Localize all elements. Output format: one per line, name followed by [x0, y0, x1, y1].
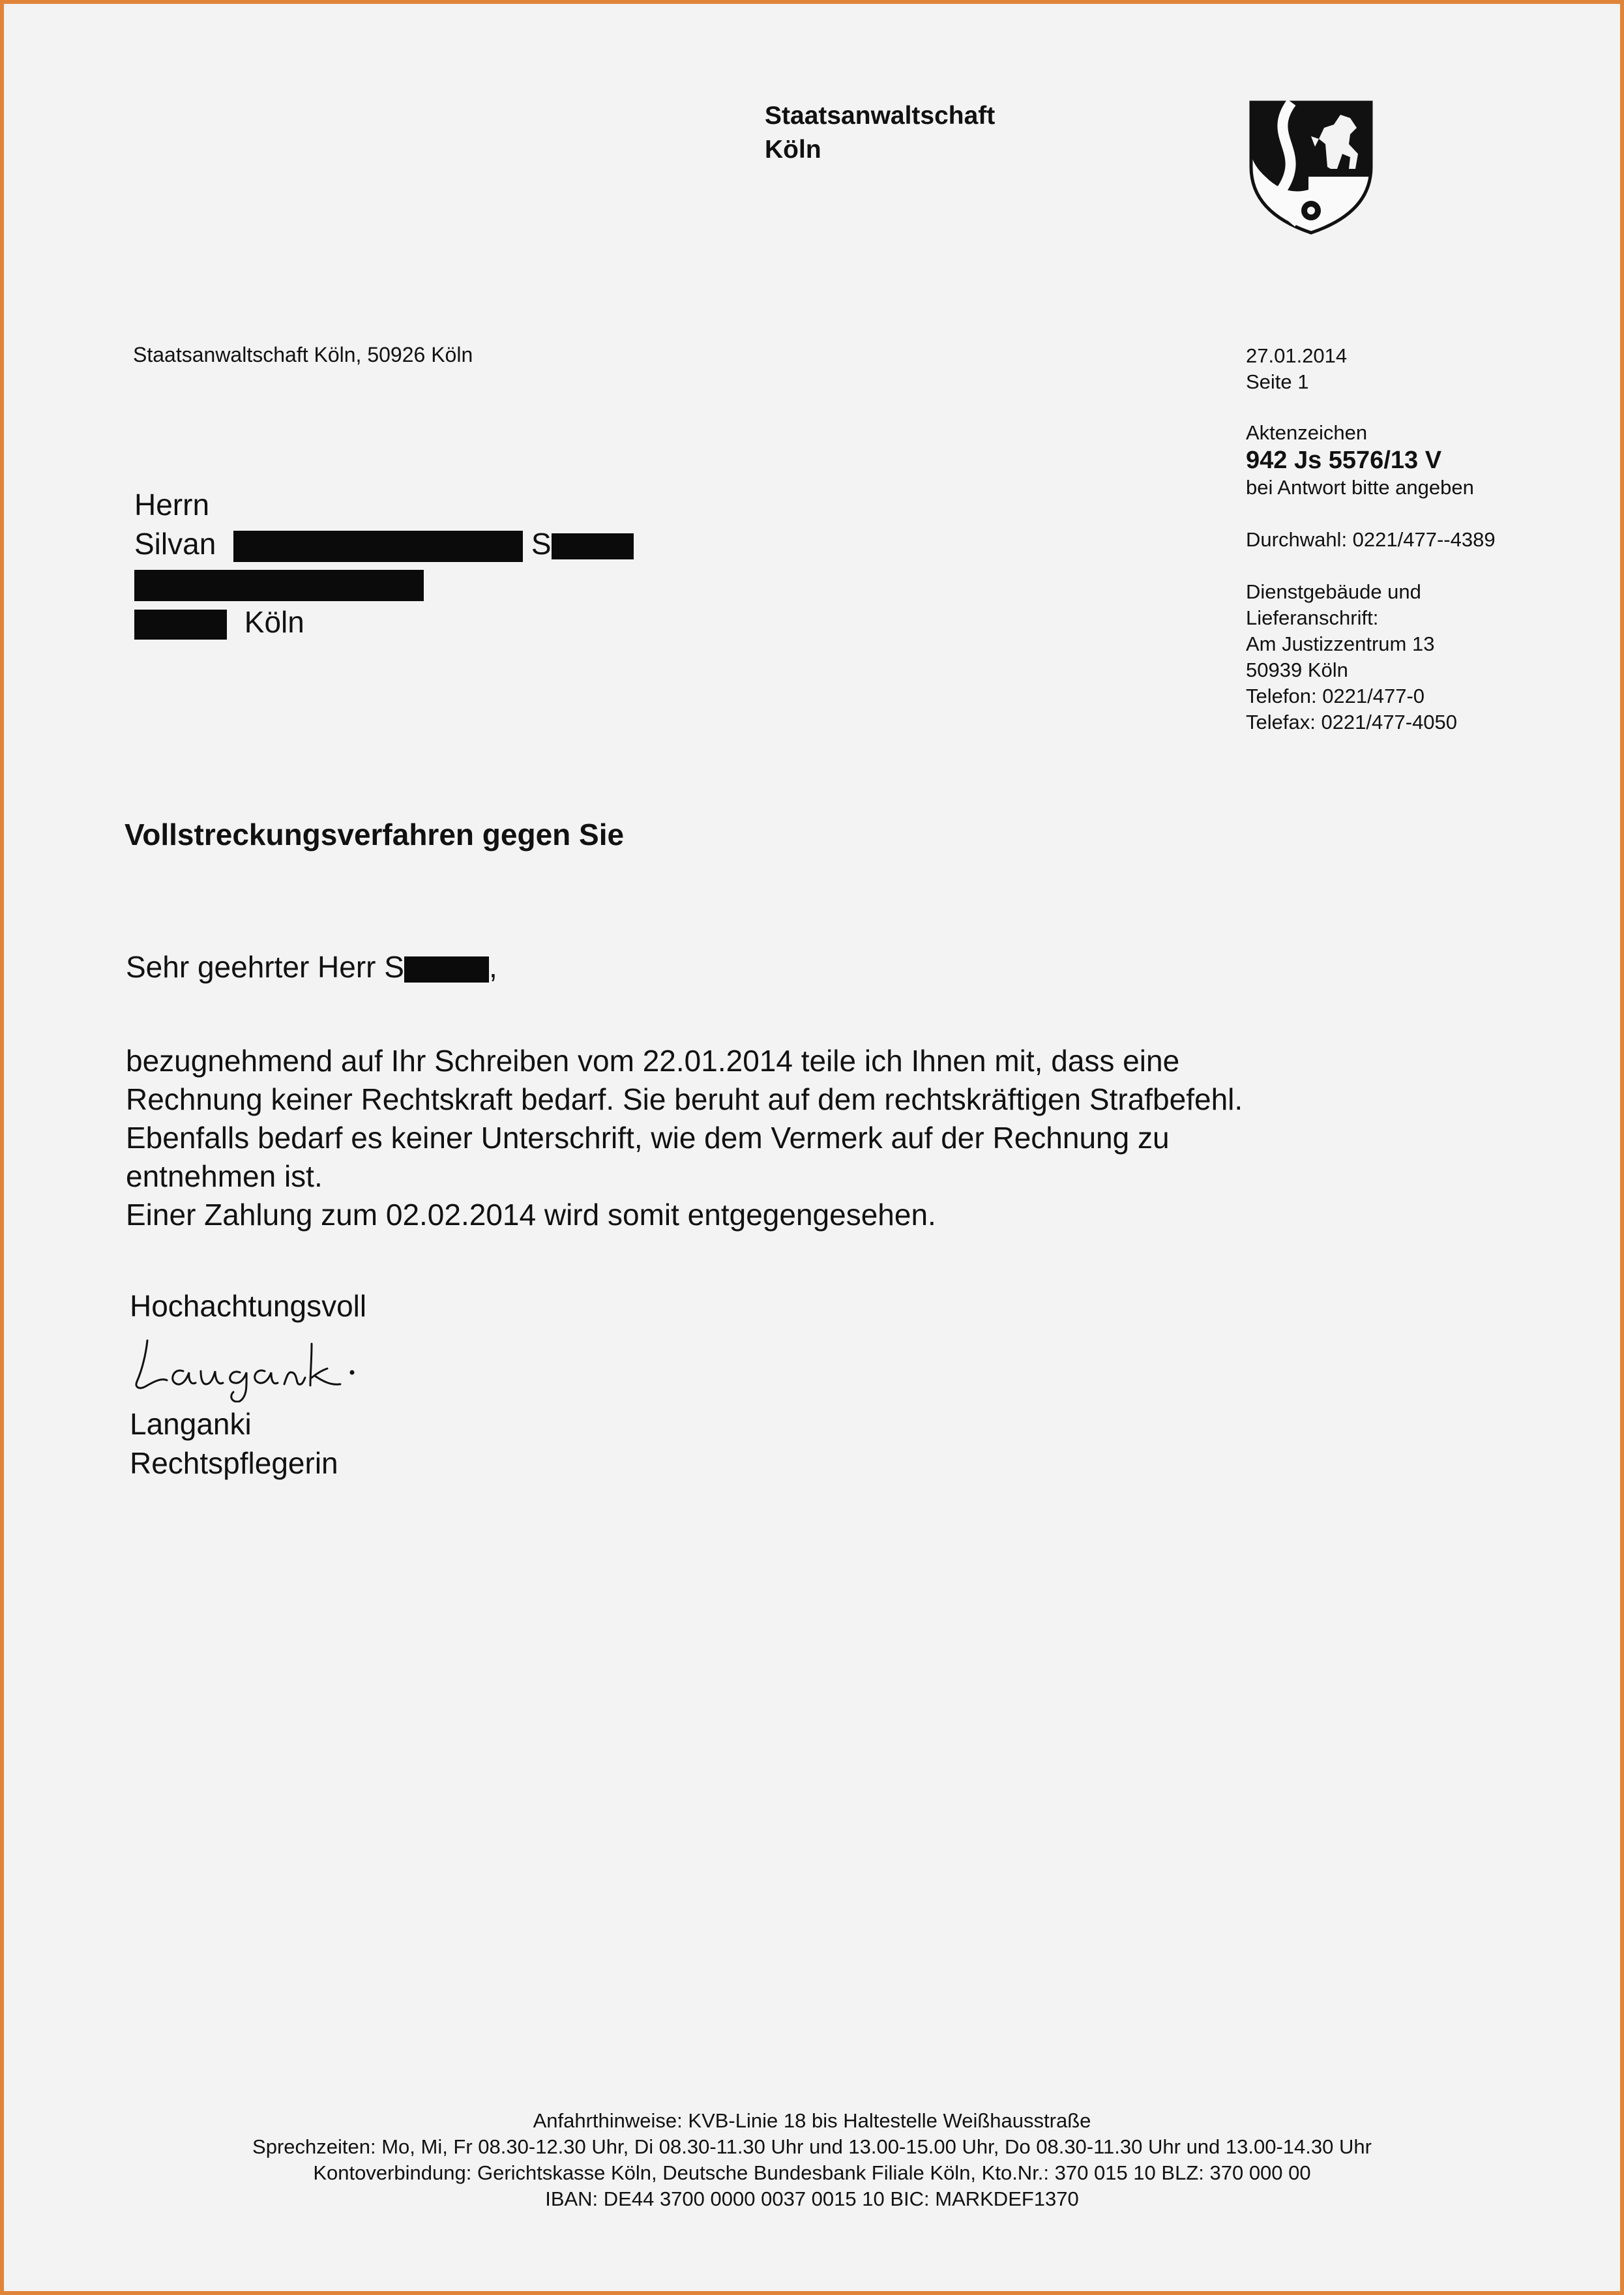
body-line: Einer Zahlung zum 02.02.2014 wird somit entgegengesehen.: [126, 1198, 936, 1232]
greeting: Sehr geehrter Herr S ,: [126, 950, 497, 984]
recipient-name-line: [134, 524, 634, 563]
redaction-bar: [134, 610, 227, 640]
reference-label: Aktenzeichen: [1246, 421, 1368, 444]
letter-date: 27.01.2014: [1246, 344, 1348, 367]
signer-title: Rechtspflegerin: [130, 1446, 338, 1480]
signer-name: Langanki: [130, 1407, 252, 1441]
phone-number: Telefon: 0221/477-0: [1246, 685, 1425, 707]
nrw-coat-of-arms-icon: [1246, 98, 1376, 235]
reference-note: bei Antwort bitte angeben: [1246, 476, 1474, 499]
recipient-salutation: Herrn: [134, 488, 210, 522]
signer-block: [130, 1404, 338, 1483]
recipient-address: [134, 485, 634, 642]
letter-meta: [1246, 343, 1496, 735]
footer-iban: IBAN: DE44 3700 0000 0037 0015 10 BIC: MARKDEF1370: [545, 2187, 1079, 2210]
body-line: bezugnehmend auf Ihr Schreiben vom 22.01.2014 teile ich Ihnen mit, dass eine: [126, 1044, 1180, 1078]
redaction-bar: [404, 956, 489, 983]
footer-bank-account: Kontoverbindung: Gerichtskasse Köln, Deutsche Bundesbank Filiale Köln, Kto.Nr.: 370 015 10 BLZ: 370 000 00: [313, 2161, 1311, 2184]
footer-office-hours: Sprechzeiten: Mo, Mi, Fr 08.30-12.30 Uhr, Di 08.30-11.30 Uhr und 13.00-15.00 Uhr, Do 08.30-11.30 Uhr und 13.00-14.30 Uhr: [252, 2135, 1372, 2158]
recipient-city-line: [134, 602, 634, 642]
redaction-bar: [134, 570, 424, 601]
street-address: Am Justizzentrum 13: [1246, 632, 1435, 655]
footer-directions: Anfahrthinweise: KVB-Linie 18 bis Haltestelle Weißhausstraße: [533, 2109, 1091, 2132]
fax-number: Telefax: 0221/477-4050: [1246, 711, 1458, 733]
reference-number: 942 Js 5576/13 V: [1246, 447, 1442, 474]
recipient-surname-initial: S: [531, 527, 552, 561]
letter-subject: Vollstreckungsverfahren gegen Sie: [125, 818, 625, 851]
delivery-label: Lieferanschrift:: [1246, 606, 1379, 629]
recipient-city: Köln: [244, 605, 304, 639]
letter-page: [4, 4, 1620, 2291]
redaction-bar: [552, 533, 634, 559]
building-label: Dienstgebäude und: [1246, 580, 1421, 603]
body-line: Ebenfalls bedarf es keiner Unterschrift, wie dem Vermerk auf der Rechnung zu: [126, 1121, 1170, 1155]
handwritten-signature: [128, 1324, 415, 1402]
letter-footer: [4, 2108, 1620, 2212]
direct-dial: Durchwahl: 0221/477--4389: [1246, 528, 1496, 551]
return-address: Staatsanwaltschaft Köln, 50926 Köln: [133, 343, 473, 366]
page-number: Seite 1: [1246, 370, 1309, 393]
recipient-first-name: Silvan: [134, 527, 216, 561]
letter-body: [126, 1042, 1528, 1234]
authority-name: Staatsanwaltschaft Köln: [765, 102, 996, 164]
recipient-street-line: [134, 563, 634, 602]
body-line: Rechnung keiner Rechtskraft bedarf. Sie beruht auf dem rechtskräftigen Strafbefehl.: [126, 1082, 1243, 1116]
city-address: 50939 Köln: [1246, 659, 1348, 681]
redaction-bar: [233, 531, 523, 562]
closing-phrase: Hochachtungsvoll: [130, 1289, 367, 1323]
body-line: entnehmen ist.: [126, 1159, 323, 1193]
